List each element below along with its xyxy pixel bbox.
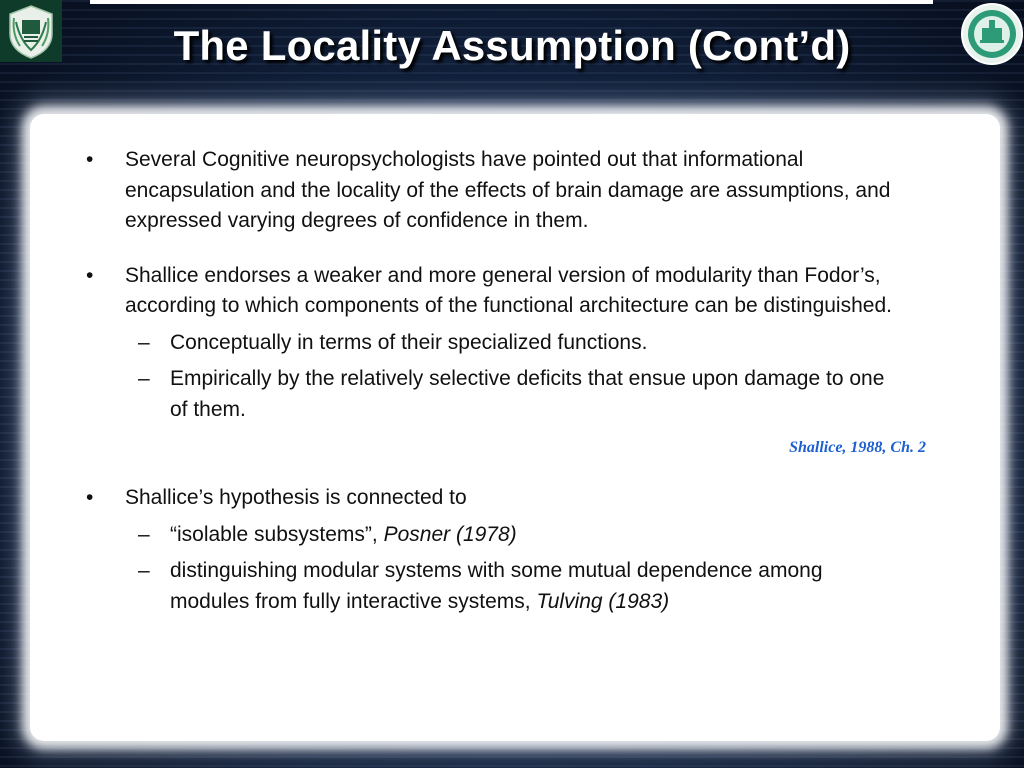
sub-bullet-text: distinguishing modular systems with some mutual dependence among modules from fully interactive systems, bbox=[170, 559, 823, 613]
bullet-text: Shallice’s hypothesis is connected to bbox=[125, 486, 467, 509]
slide-title: The Locality Assumption (Cont’d) bbox=[173, 22, 851, 69]
dash-marker: – bbox=[138, 559, 150, 582]
sub-bullet-item bbox=[86, 556, 906, 617]
sub-bullet-item bbox=[86, 520, 906, 551]
dash-marker: – bbox=[138, 367, 150, 390]
bullet-marker: • bbox=[86, 148, 94, 171]
sub-bullet-text: “isolable subsystems”, bbox=[170, 522, 384, 546]
bullet-marker: • bbox=[86, 486, 94, 509]
dash-marker: – bbox=[138, 330, 150, 354]
dash-marker: – bbox=[138, 522, 150, 546]
bullet-text: Several Cognitive neuropsychologists have pointed out that informational encapsulation and the locality of the effects of brain damage are assumptions, and expressed varying degrees of confidence in them. bbox=[125, 148, 891, 232]
sub-bullet-text: Conceptually in terms of their specialized functions. bbox=[170, 330, 648, 354]
sub-bullet-text: Empirically by the relatively selective deficits that ensue upon damage to one of them. bbox=[170, 367, 885, 421]
sub-bullet-cite: Posner (1978) bbox=[383, 522, 517, 546]
sub-bullet-item bbox=[86, 364, 906, 425]
sub-bullet-cite: Tulving (1983) bbox=[536, 589, 670, 613]
reference-citation: Shallice, 1988, Ch. 2 bbox=[789, 439, 926, 456]
bullet-item bbox=[86, 261, 906, 322]
slide-body bbox=[86, 145, 926, 617]
bullet-item bbox=[86, 483, 906, 514]
bullet-text: Shallice endorses a weaker and more general version of modularity than Fodor’s, according to which components of the functional architecture can be distinguished. bbox=[125, 263, 892, 317]
bullet-marker: • bbox=[86, 263, 94, 287]
bullet-item bbox=[86, 145, 906, 237]
top-white-strip bbox=[90, 0, 933, 4]
sub-bullet-item bbox=[86, 328, 906, 359]
